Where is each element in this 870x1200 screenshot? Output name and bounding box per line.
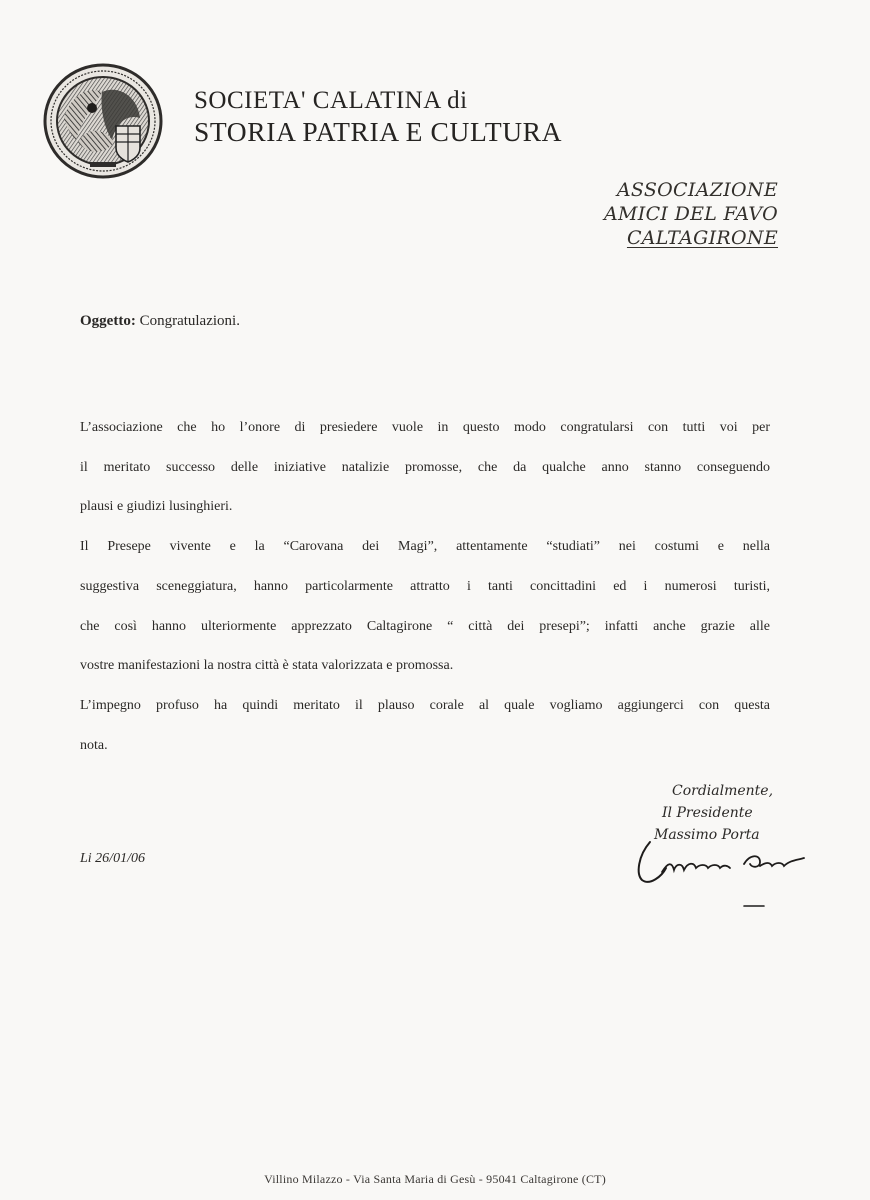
body-line: Il Presepe vivente e la “Carovana dei Magi”, attentamente “studiati” nei costumi e nella [80, 539, 770, 555]
body-line: nota. [80, 737, 108, 753]
subject-line [80, 313, 240, 330]
body-line: vostre manifestazioni la nostra città è stata valorizzata e promossa. [80, 658, 454, 674]
closing-name: Massimo Porta [654, 827, 760, 843]
letter-body [80, 408, 770, 765]
recipient-block [604, 178, 778, 250]
closing-role: Il Presidente [662, 805, 753, 821]
recipient-line2: AMICI DEL FAVO [604, 203, 778, 225]
body-line: L’associazione che ho l’onore di presiedere vuole in questo modo congratularsi con tutti voi per [80, 420, 770, 435]
org-name-line1: SOCIETA' CALATINA [194, 87, 441, 114]
handwritten-signature-icon [632, 832, 812, 912]
body-line: plausi e giudizi lusinghieri. [80, 499, 233, 515]
org-name-line1-suffix: di [447, 87, 468, 114]
recipient-line3: CALTAGIRONE [626, 227, 778, 249]
society-seal-icon [42, 62, 164, 180]
subject-text: Congratulazioni. [139, 313, 240, 329]
letter-date: Li 26/01/06 [80, 851, 145, 866]
body-line: il meritato successo delle iniziative natalizie promosse, che da qualche anno stanno conseguendo [80, 459, 770, 475]
organization-name [194, 86, 562, 148]
body-line: suggestiva sceneggiatura, hanno particolarmente attratto i tanti concittadini ed i numerosi turisti, [80, 578, 770, 594]
recipient-line1: ASSOCIAZIONE [616, 179, 778, 201]
body-line: che così hanno ulteriormente apprezzato Caltagirone “ città dei presepi”; infatti anche grazie alle [80, 618, 770, 634]
footer-address: Villino Milazzo - Via Santa Maria di Gesù - 95041 Caltagirone (CT) [264, 1172, 606, 1186]
body-line: L’impegno profuso ha quindi meritato il plauso corale al quale vogliamo aggiungerci con questa [80, 697, 770, 713]
subject-label: Oggetto: [80, 313, 136, 329]
org-name-line2: STORIA PATRIA E CULTURA [194, 116, 563, 147]
closing-salutation: Cordialmente, [672, 783, 774, 799]
